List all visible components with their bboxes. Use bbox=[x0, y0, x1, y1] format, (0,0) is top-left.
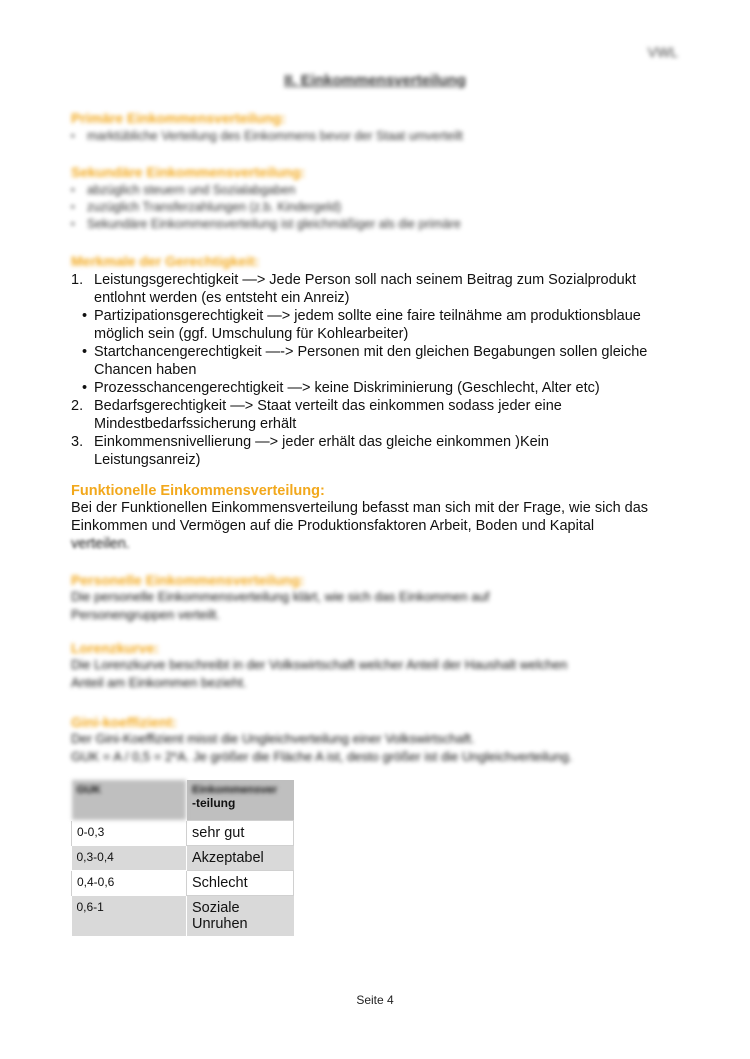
list-item-text: entlohnt werden (es entsteht ein Anreiz) bbox=[94, 290, 350, 306]
section-heading-merkmale: Merkmale der Gerechtigkeit: bbox=[71, 253, 260, 269]
section-heading: Lorenzkurve: bbox=[71, 640, 159, 656]
section-heading: Gini-koeffizient: bbox=[71, 714, 177, 730]
list-item-text: Leistungsanreiz) bbox=[94, 452, 201, 468]
section-heading: Personelle Einkommensverteilung: bbox=[71, 572, 305, 588]
list-item: ▪ zuzüglich Transferzahlungen (z.b. Kindergeld) bbox=[71, 199, 461, 216]
paragraph-line: verteilen. bbox=[71, 536, 130, 552]
table-cell: Soziale Unruhen bbox=[187, 896, 294, 937]
table-cell: 0,4-0,6 bbox=[72, 871, 187, 896]
table-row bbox=[72, 896, 294, 937]
section-primaer bbox=[71, 110, 463, 145]
paragraph-line: Personengruppen verteilt. bbox=[71, 607, 220, 622]
list-item: ▪ Sekundäre Einkommensverteilung ist gleichmäßiger als die primäre bbox=[71, 216, 461, 233]
list-item: ▪ marktübliche Verteilung des Einkommens bevor der Staat umverteilt bbox=[71, 128, 463, 145]
paragraph-line: Bei der Funktionellen Einkommensverteilung befasst man sich mit der Frage, wie sich das bbox=[71, 500, 649, 516]
section-heading: Funktionelle Einkommensverteilung: bbox=[71, 483, 325, 499]
table-cell: 0-0,3 bbox=[72, 821, 187, 846]
table-header-cell: Einkommensver -teilung bbox=[187, 780, 294, 821]
paragraph-line: Anteil am Einkommen bezieht. bbox=[71, 675, 247, 690]
section-sekundaer bbox=[71, 164, 461, 233]
paragraph-line: Die Lorenzkurve beschreibt in der Volkswirtschaft welcher Anteil der Haushalt welchen bbox=[71, 657, 568, 672]
table-cell: 0,3-0,4 bbox=[72, 846, 187, 871]
section-heading: Sekundäre Einkommensverteilung: bbox=[71, 164, 306, 180]
bullet-icon: • bbox=[82, 344, 88, 360]
sub-item-text: Partizipationsgerechtigkeit —> jedem sollte eine faire teilnähme am produktionsblaue bbox=[94, 308, 641, 324]
table-cell: Schlecht bbox=[187, 871, 294, 896]
table-row bbox=[72, 821, 294, 846]
merkmale-list bbox=[71, 271, 691, 471]
gini-table bbox=[71, 779, 294, 936]
table-cell: 0,6-1 bbox=[72, 896, 187, 937]
section-gini bbox=[71, 714, 691, 766]
list-item-text: Mindestbedarfssicherung erhält bbox=[94, 416, 297, 432]
sub-item-text: Startchancengerechtigkeit —-> Personen mit den gleichen Begabungen sollen gleiche bbox=[94, 344, 648, 360]
table-header-row bbox=[72, 780, 294, 821]
list-number: 1. bbox=[71, 272, 84, 288]
section-heading: Primäre Einkommensverteilung: bbox=[71, 110, 286, 126]
section-lorenz bbox=[71, 640, 691, 692]
paragraph-line: GUK = A / 0,5 = 2*A. Je größer die Fläche A ist, desto größer ist die Ungleichverteilung. bbox=[71, 749, 573, 764]
table-row bbox=[72, 871, 294, 896]
page-title: II. Einkommensverteilung bbox=[284, 72, 466, 89]
section-funktionell bbox=[71, 483, 691, 553]
list-item: ▪ abzüglich steuern und Sozialabgaben bbox=[71, 182, 461, 199]
paragraph-line: Einkommen und Vermögen auf die Produktionsfaktoren Arbeit, Boden und Kapital bbox=[71, 518, 595, 534]
table-cell: Akzeptabel bbox=[187, 846, 294, 871]
list-item-text: Einkommensnivellierung —> jeder erhält das gleiche einkommen )Kein bbox=[94, 434, 549, 450]
list-number: 2. bbox=[71, 398, 84, 414]
section-personell bbox=[71, 572, 691, 624]
list-item-text: Leistungsgerechtigkeit —> Jede Person soll nach seinem Beitrag zum Sozialprodukt bbox=[94, 272, 637, 288]
list-number: 3. bbox=[71, 434, 84, 450]
table-row bbox=[72, 846, 294, 871]
bullet-icon: • bbox=[82, 308, 88, 324]
list-item-text: Bedarfsgerechtigkeit —> Staat verteilt das einkommen sodass jeder eine bbox=[94, 398, 562, 414]
sub-item-text: möglich sein (ggf. Umschulung für Kohlearbeiter) bbox=[94, 326, 409, 342]
page-number: Seite 4 bbox=[356, 993, 394, 1007]
paragraph-line: Der Gini-Koeffizient misst die Ungleichverteilung einer Volkswirtschaft. bbox=[71, 731, 475, 746]
paragraph-line: Die personelle Einkommensverteilung klärt, wie sich das Einkommen auf bbox=[71, 589, 490, 604]
sub-item-text: Chancen haben bbox=[94, 362, 197, 378]
course-label: VWL bbox=[647, 44, 678, 60]
bullet-icon: • bbox=[82, 380, 88, 396]
sub-item-text: Prozesschancengerechtigkeit —> keine Diskriminierung (Geschlecht, Alter etc) bbox=[94, 380, 600, 396]
table-cell: sehr gut bbox=[187, 821, 294, 846]
table-header-cell: GUK bbox=[72, 780, 187, 821]
